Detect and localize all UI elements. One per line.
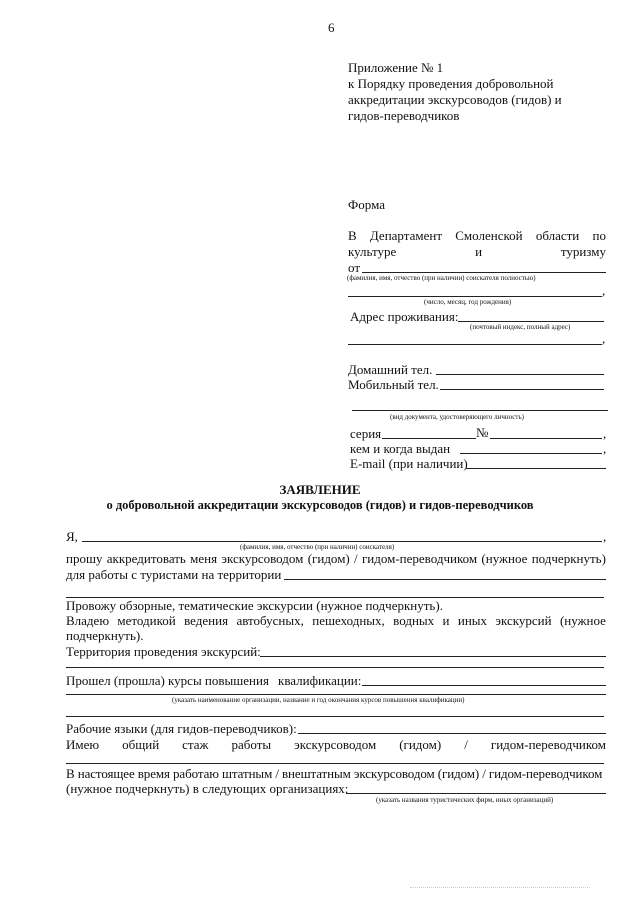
word: стаж [182, 737, 209, 752]
word: Смоленской [455, 228, 523, 243]
caption-applicant: (фамилия, имя, отчество (при наличии) соискателя) [240, 543, 395, 551]
courses-line-1[interactable] [362, 685, 606, 686]
issued-label: кем и когда выдан [350, 441, 451, 456]
appendix-line-1: Приложение № 1 [348, 60, 444, 75]
methods-line-1 [66, 613, 606, 629]
word: подчеркнуть) [531, 551, 606, 566]
word: (нужное [481, 551, 528, 566]
word: гидом-переводчиком [361, 551, 478, 566]
word: ведения [184, 613, 229, 628]
word: меня [190, 551, 218, 566]
home-phone-label: Домашний тел. [348, 362, 433, 377]
caption-address: (почтовый индекс, полный адрес) [470, 323, 571, 331]
document-subtitle: о добровольной аккредитации экскурсоводов (гидов) и гидов-переводчиков [106, 498, 534, 512]
home-phone-line[interactable] [436, 374, 604, 375]
form-label: Форма [348, 197, 385, 212]
applicant-name-line[interactable] [82, 541, 602, 542]
appendix-line-3: аккредитации экскурсоводов (гидов) и [348, 92, 562, 107]
word: и [442, 613, 450, 628]
email-label: E-mail (при наличии) [350, 456, 468, 471]
word: (нужное [559, 613, 606, 628]
from-name-line[interactable] [362, 272, 606, 273]
comma: , [602, 331, 606, 346]
experience-input-line[interactable] [66, 763, 604, 764]
courses-line-2[interactable] [66, 694, 606, 695]
comma: , [602, 283, 606, 298]
addressee-row-2 [348, 244, 606, 260]
from-label: от [348, 260, 361, 275]
work-line-1: В настоящее время работаю штатным / внештатным экскурсоводом (гидом) / гидом-переводчиком [66, 766, 603, 781]
appendix-line-2: к Порядку проведения добровольной [348, 76, 554, 91]
mobile-phone-line[interactable] [440, 389, 604, 390]
appendix-line-4: гидов-переводчиков [348, 108, 460, 123]
birth-date-line[interactable] [348, 296, 602, 297]
document-title: ЗАЯВЛЕНИЕ [279, 482, 361, 497]
experience-line [66, 737, 606, 753]
word: экскурсоводом [221, 551, 304, 566]
mobile-phone-label: Мобильный тел. [348, 377, 439, 392]
word: гидом-переводчиком [490, 737, 606, 752]
caption-organizations: (указать названия туристических фирм, иных организаций) [376, 796, 554, 804]
word: / [354, 551, 358, 566]
excursions-text: Провожу обзорные, тематические экскурсии (нужное подчеркнуть). [66, 598, 443, 613]
word: области [535, 228, 580, 243]
territory-label: Территория проведения экскурсий: [66, 644, 261, 659]
word: экскурсоводом [294, 737, 377, 752]
comma: , [603, 426, 607, 441]
word: и [475, 244, 483, 259]
request-line-2: для работы с туристами на территории [66, 567, 282, 582]
courses-label-1: Прошел (прошла) курсы повышения [66, 673, 269, 688]
word: водных [393, 613, 435, 628]
word: / [464, 737, 468, 752]
methods-line-2: подчеркнуть). [66, 628, 144, 643]
word: по [592, 228, 606, 243]
address-line-1[interactable] [458, 321, 604, 322]
territory-line-1[interactable] [284, 579, 606, 580]
number-sign: № [476, 425, 489, 440]
caption-birth-date: (число, месяц, год рождения) [424, 298, 512, 306]
word: В [348, 228, 357, 243]
series-line[interactable] [382, 438, 476, 439]
ya-label: Я, [66, 529, 78, 544]
address-label: Адрес проживания: [350, 309, 459, 324]
word: работы [231, 737, 272, 752]
email-line[interactable] [466, 468, 606, 469]
word: Имею [66, 737, 100, 752]
word: автобусных, [236, 613, 304, 628]
word: Департамент [369, 228, 443, 243]
addressee-row-1 [348, 228, 606, 244]
word: (гидом) [307, 551, 350, 566]
courses-line-3[interactable] [66, 716, 604, 717]
word: Владею [66, 613, 110, 628]
word: экскурсий [495, 613, 552, 628]
excursion-territory-line-2[interactable] [66, 667, 604, 668]
courses-label-2: квалификации: [278, 673, 362, 688]
work-line-2: (нужное подчеркнуть) в следующих организациях: [66, 781, 349, 796]
scan-artifact [410, 887, 590, 888]
id-document-line[interactable] [352, 410, 608, 411]
word: аккредитовать [106, 551, 186, 566]
word: прошу [66, 551, 103, 566]
caption-courses: (указать наименование организации, название и год окончания курсов повышения квалификации) [172, 696, 465, 704]
comma: , [603, 529, 607, 544]
word: культуре [348, 244, 397, 259]
word: общий [122, 737, 160, 752]
issued-line[interactable] [460, 453, 602, 454]
number-line[interactable] [490, 438, 602, 439]
word: методикой [117, 613, 176, 628]
word: иных [457, 613, 488, 628]
address-line-2[interactable] [348, 344, 602, 345]
comma: , [603, 441, 607, 456]
organizations-line[interactable] [346, 793, 606, 794]
request-line-1 [66, 551, 606, 567]
series-label: серия [350, 426, 382, 441]
word: (гидом) [399, 737, 442, 752]
word: пешеходных, [312, 613, 385, 628]
caption-id-document: (вид документа, удостоверяющего личность) [390, 413, 525, 421]
caption-full-name: (фамилия, имя, отчество (при наличии) соискателя полностью) [347, 274, 536, 282]
excursion-territory-line-1[interactable] [260, 656, 606, 657]
languages-label: Рабочие языки (для гидов-переводчиков): [66, 721, 297, 736]
page-number: 6 [328, 20, 335, 35]
languages-line[interactable] [298, 733, 606, 734]
word: туризму [560, 244, 606, 259]
